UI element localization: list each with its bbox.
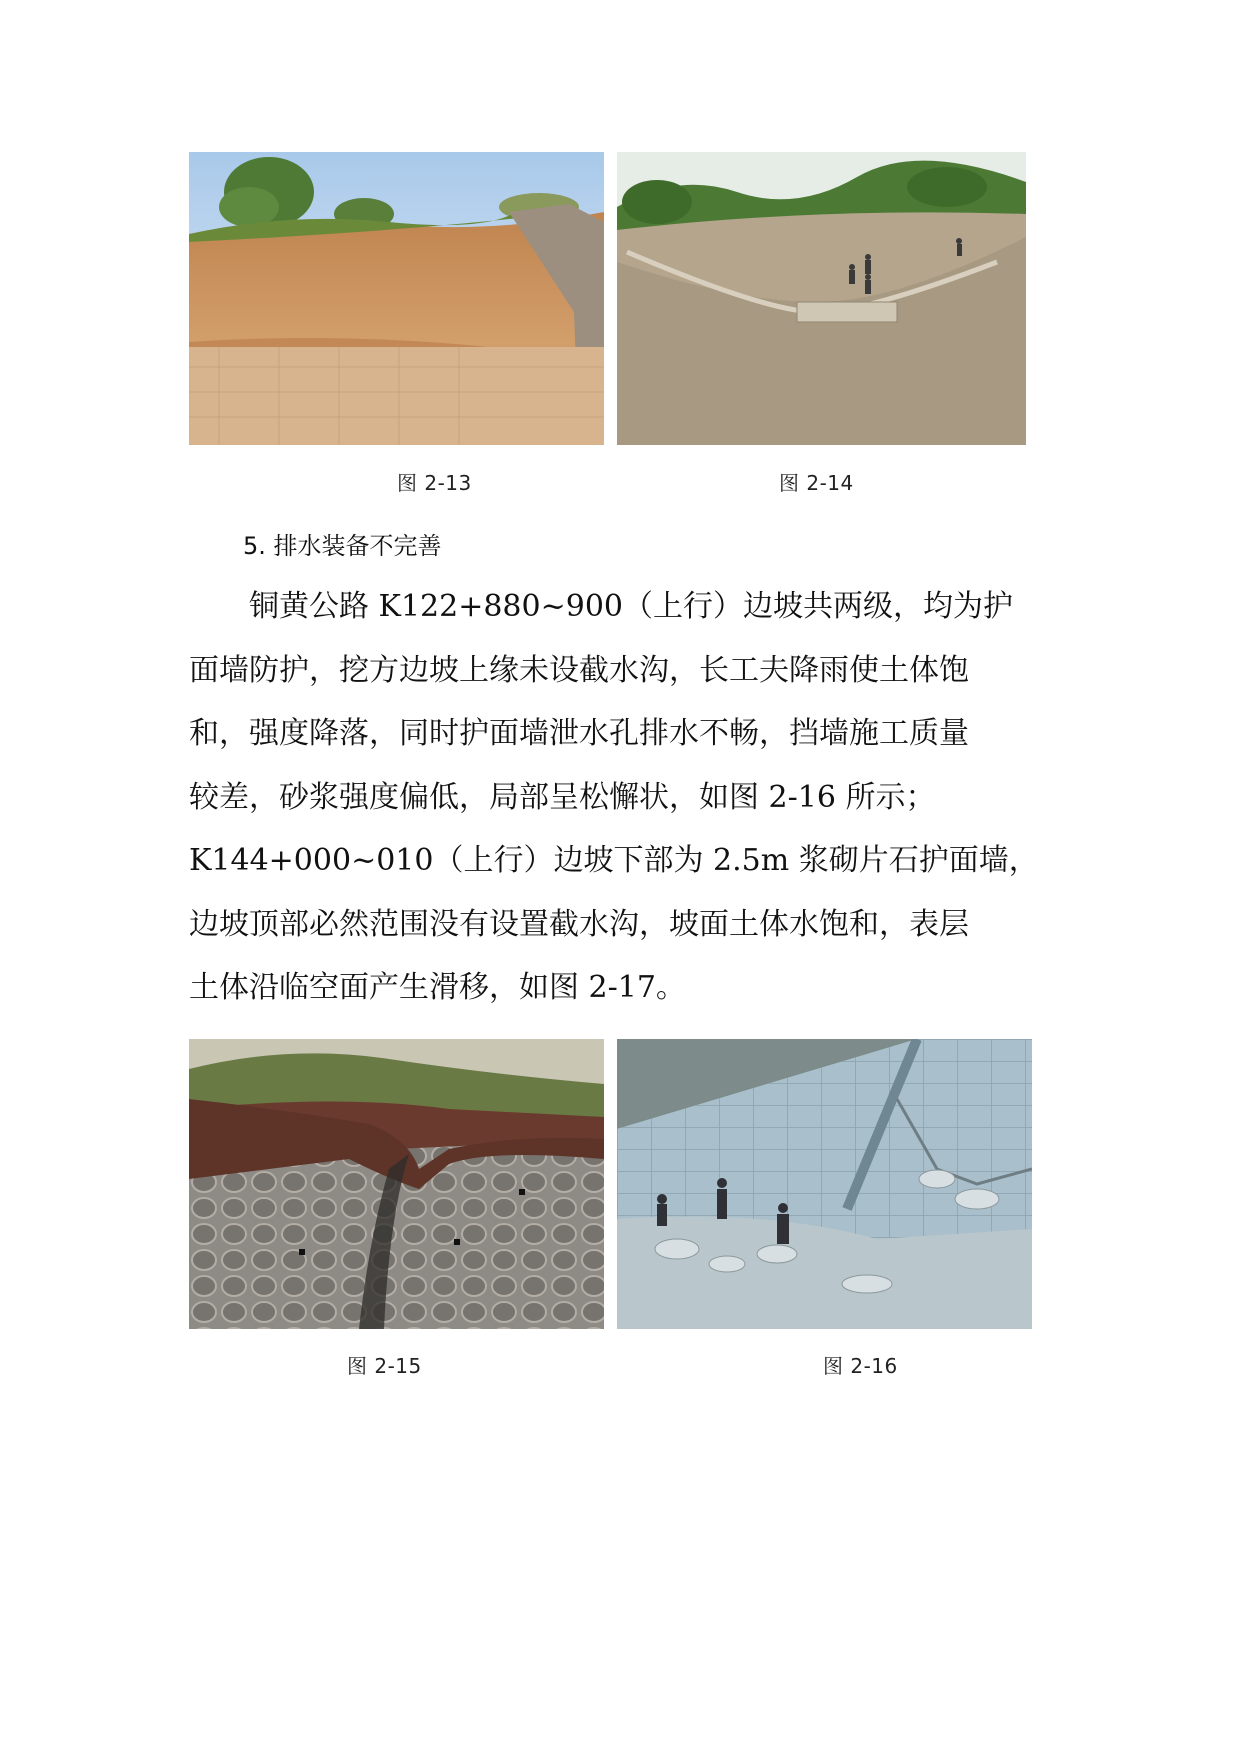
caption-fig-2-15: 图 2-15 (347, 1354, 422, 1378)
photo-fig-2-13 (189, 152, 604, 445)
body-paragraph (189, 575, 1059, 1020)
para-line-2: 面墙防护，挖方边坡上缘未设截水沟，长工夫降雨使土体饱 (189, 652, 969, 688)
photo-fig-2-15 (189, 1039, 604, 1329)
caption-fig-2-16: 图 2-16 (823, 1354, 898, 1378)
caption-fig-2-13: 图 2-13 (397, 471, 472, 495)
para-line-4: 较差，砂浆强度偏低，局部呈松懈状，如图 2-16 所示； (189, 779, 936, 815)
para-line-5: K144+000~010（上行）边坡下部为 2.5m 浆砌片石护面墙， (189, 843, 1039, 878)
photo-fig-2-16 (617, 1039, 1032, 1329)
para-line-1: 铜黄公路 K122+880~900（上行）边坡共两级，均为护 (249, 589, 1014, 624)
para-line-3: 和，强度降落，同时护面墙泄水孔排水不畅，挡墙施工质量 (189, 716, 969, 751)
photo-fig-2-14 (617, 152, 1026, 445)
section-heading: 5. 排水装备不完善 (243, 532, 442, 560)
para-line-7: 土体沿临空面产生滑移，如图 2-17。 (189, 970, 686, 1005)
para-line-6: 边坡顶部必然范围没有设置截水沟，坡面土体水饱和，表层 (189, 906, 969, 942)
caption-fig-2-14: 图 2-14 (779, 471, 854, 495)
